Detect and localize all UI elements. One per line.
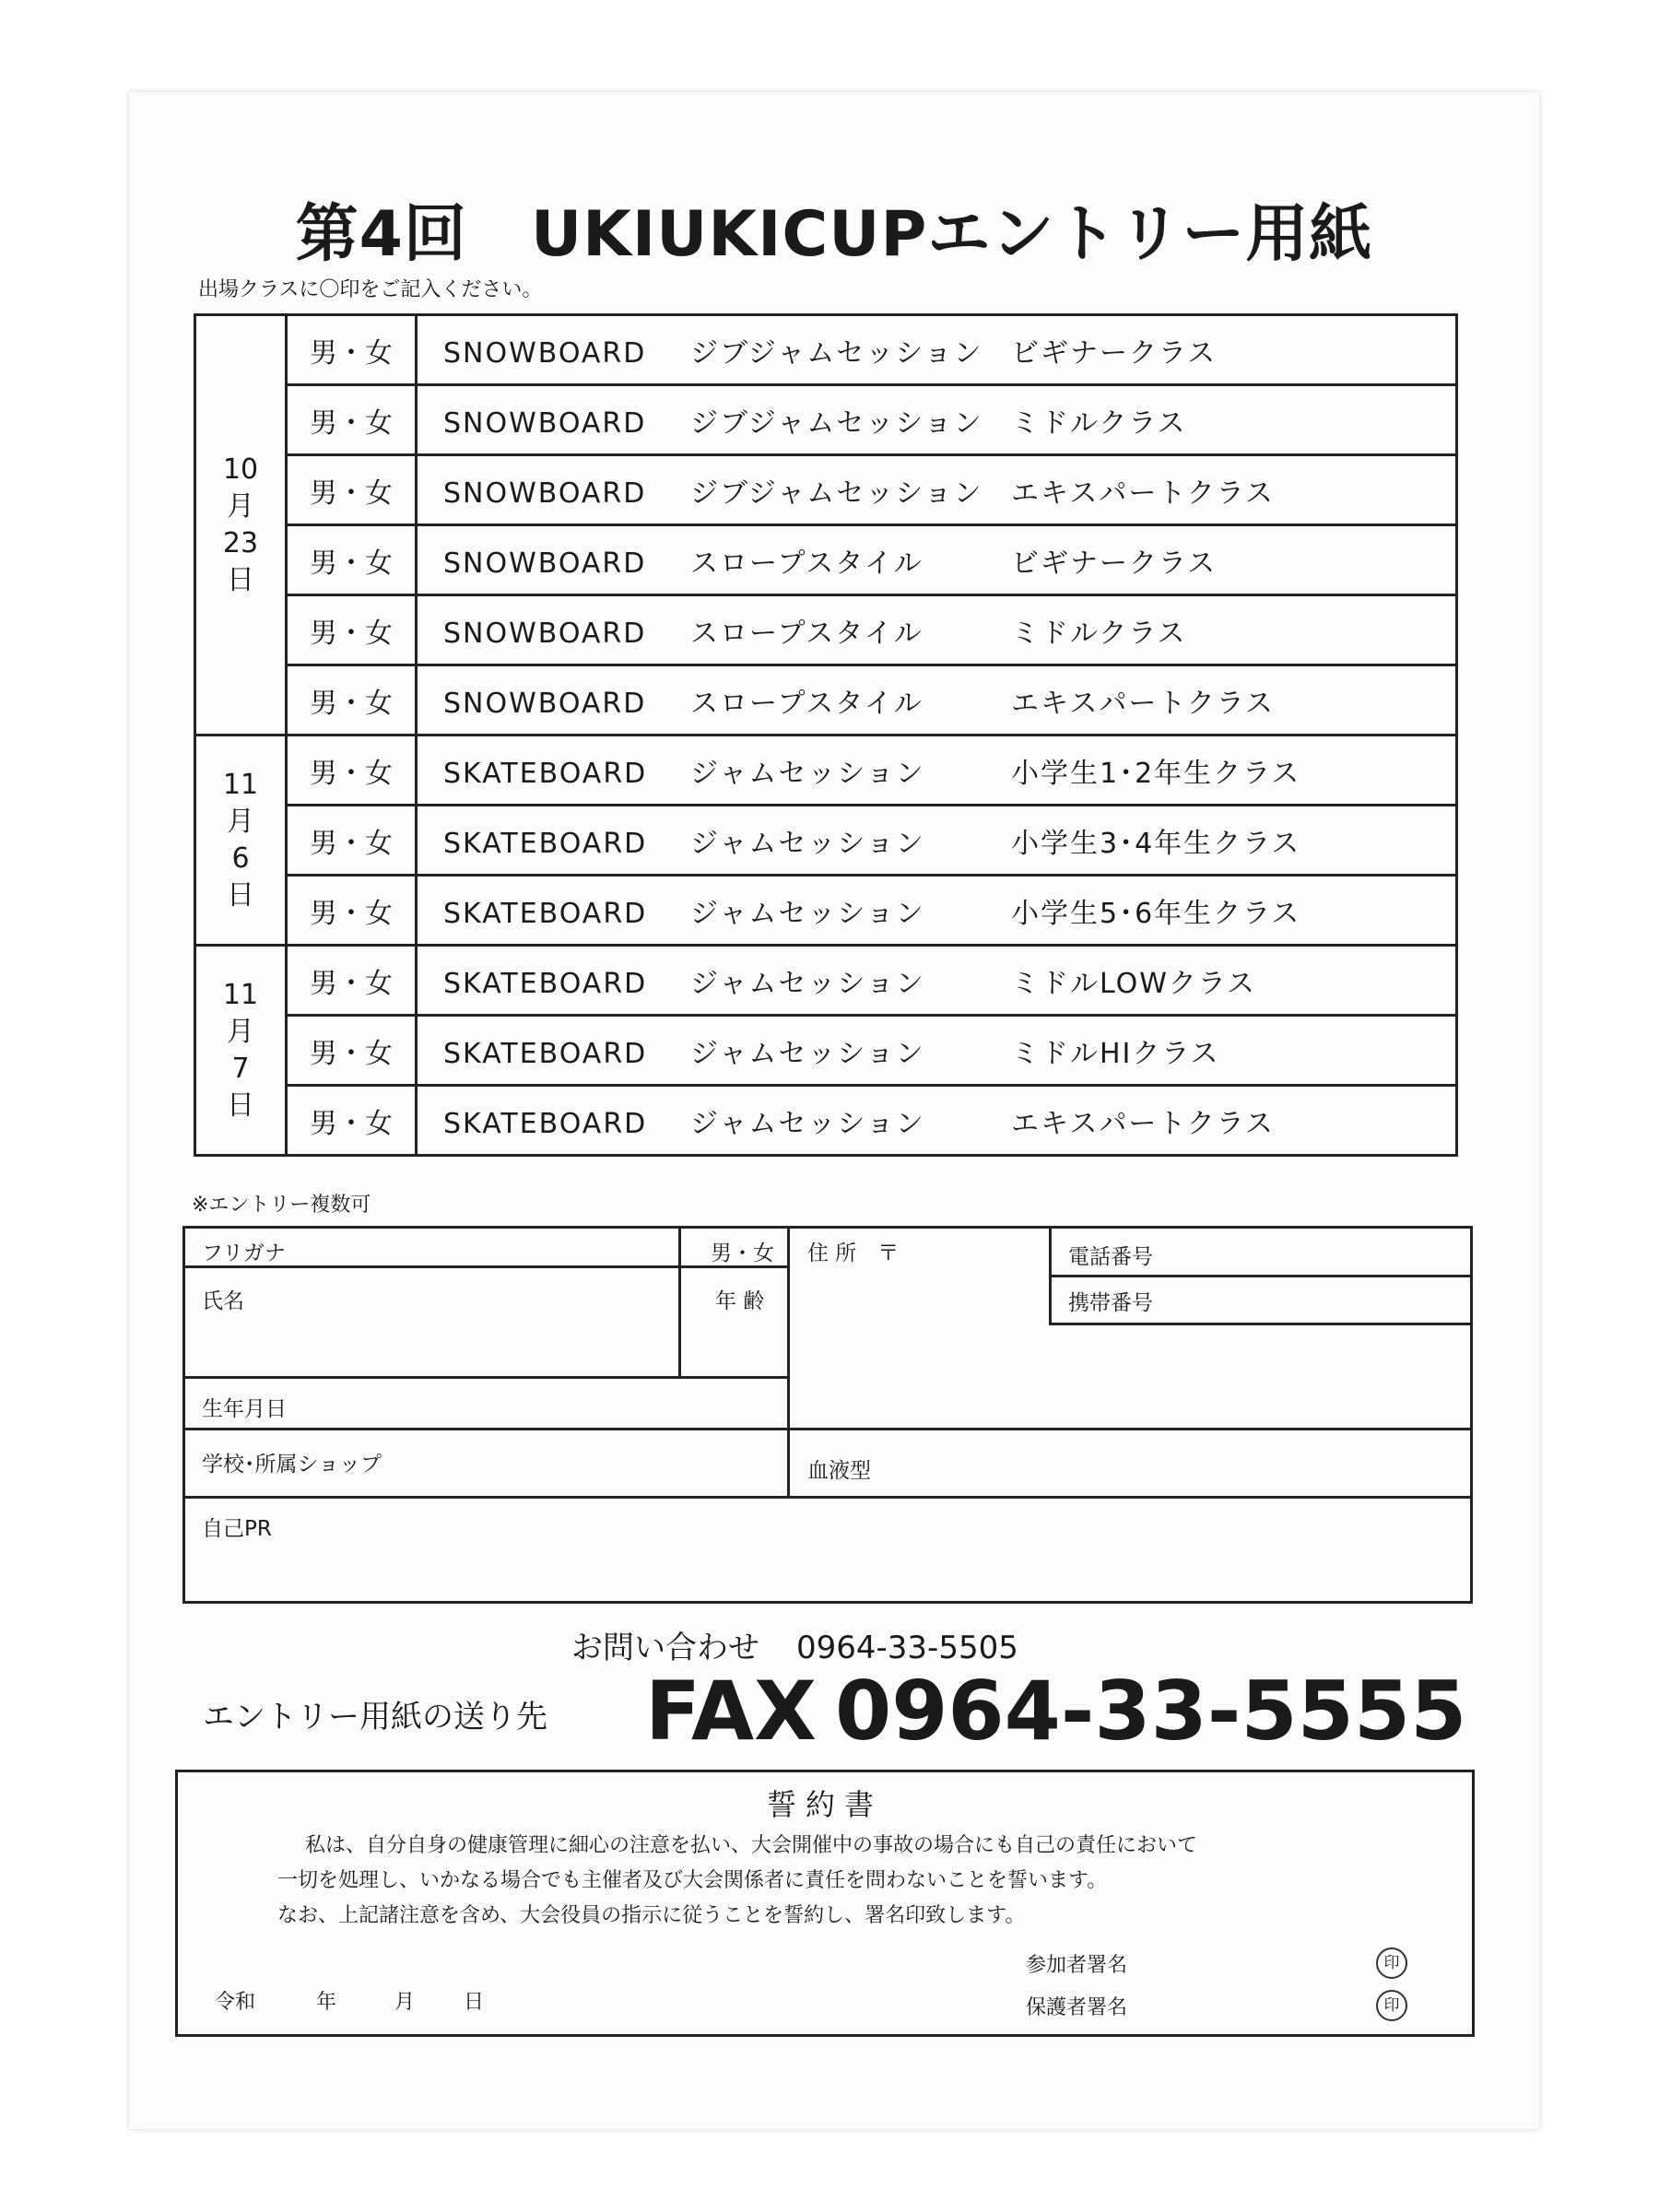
event-text: スロープスタイル	[690, 687, 924, 720]
sex-select-cell[interactable]: 男・女	[287, 665, 417, 735]
event-text: ジャムセッション	[690, 1037, 925, 1070]
class-table	[194, 313, 1458, 1157]
sex-select-cell[interactable]: 男・女	[287, 806, 417, 876]
date-text: 7	[231, 1052, 250, 1085]
event-cell	[417, 946, 1457, 1016]
guardian-sign-label: 保護者署名	[1026, 1996, 1128, 2019]
school-label: 学校･所属ショップ	[202, 1453, 382, 1477]
furigana-label: フリガナ	[202, 1241, 286, 1265]
fax-number: 0964-33-5555	[834, 1664, 1467, 1759]
event-cell	[417, 525, 1457, 595]
date-text: 23	[222, 526, 259, 559]
class-row	[195, 315, 1457, 385]
sport-text: SKATEBOARD	[443, 1107, 648, 1140]
instruction-text: 出場クラスに〇印をご記入ください。	[198, 278, 543, 301]
event-cell	[417, 315, 1457, 385]
date-month: 月	[394, 1991, 416, 2014]
inquiry-line	[571, 1622, 1018, 1667]
class-row	[195, 1016, 1457, 1086]
date-text: 10	[222, 453, 259, 486]
sex-select-cell[interactable]: 男・女	[287, 1086, 417, 1156]
event-text: ジブジャムセッション	[690, 406, 983, 440]
class-row	[195, 806, 1457, 876]
event-text: ジャムセッション	[690, 967, 925, 1000]
class-row	[195, 665, 1457, 735]
fax-label: FAX	[645, 1664, 817, 1759]
event-text: スロープスタイル	[690, 617, 924, 650]
divider	[185, 1496, 1473, 1499]
event-text: ジャムセッション	[690, 897, 925, 930]
class-row	[195, 385, 1457, 455]
sport-text: SNOWBOARD	[443, 336, 647, 370]
sex-select-cell[interactable]: 男・女	[287, 735, 417, 806]
event-text: ジャムセッション	[690, 757, 925, 790]
sport-text: SKATEBOARD	[443, 757, 648, 790]
sex-select-cell[interactable]: 男・女	[287, 525, 417, 595]
date-text: 6	[231, 841, 250, 875]
participant-sign-label: 参加者署名	[1026, 1954, 1128, 1977]
sport-text: SNOWBOARD	[443, 617, 647, 650]
personal-info-form	[182, 1226, 1473, 1604]
sport-text: SNOWBOARD	[443, 687, 647, 720]
date-text: 日	[227, 878, 254, 912]
event-text: ジャムセッション	[690, 827, 925, 860]
sport-text: SNOWBOARD	[443, 547, 647, 580]
event-cell	[417, 806, 1457, 876]
inquiry-number: 0964-33-5505	[796, 1630, 1018, 1666]
sex-select-cell[interactable]: 男・女	[287, 455, 417, 525]
sex-select-cell[interactable]: 男・女	[287, 315, 417, 385]
date-year: 年	[316, 1991, 337, 2014]
inquiry-label: お問い合わせ	[571, 1630, 759, 1666]
class-row	[195, 1086, 1457, 1156]
sex-label: 男・女	[711, 1241, 774, 1265]
address-label: 住 所 〒	[807, 1241, 900, 1265]
date-era: 令和	[215, 1991, 256, 2014]
event-text: スロープスタイル	[690, 547, 924, 580]
date-cell	[195, 735, 287, 946]
event-cell	[417, 1086, 1457, 1156]
page-title: 第4回 UKIUKICUPエントリー用紙	[295, 198, 1373, 271]
sport-text: SNOWBOARD	[443, 477, 647, 510]
class-text: エキスパートクラス	[1011, 1107, 1275, 1140]
class-row	[195, 595, 1457, 665]
phone-label: 電話番号	[1068, 1245, 1153, 1269]
divider	[1049, 1275, 1473, 1277]
birthdate-label: 生年月日	[202, 1397, 287, 1421]
event-cell	[417, 455, 1457, 525]
class-text: ミドルLOWクラス	[1011, 967, 1257, 1000]
class-text: 小学生1･2年生クラス	[1011, 757, 1301, 790]
sex-select-cell[interactable]: 男・女	[287, 385, 417, 455]
date-text: 月	[227, 489, 254, 523]
divider	[185, 1428, 1473, 1430]
date-text: 月	[227, 805, 254, 838]
class-text: ミドルクラス	[1011, 406, 1187, 440]
event-text: ジブジャムセッション	[690, 336, 983, 370]
event-cell	[417, 385, 1457, 455]
class-row	[195, 735, 1457, 806]
class-text: 小学生5･6年生クラス	[1011, 897, 1301, 930]
date-text: 日	[227, 1088, 254, 1122]
class-row	[195, 455, 1457, 525]
sport-text: SNOWBOARD	[443, 406, 647, 440]
fax-line	[645, 1664, 1466, 1759]
date-text: 11	[222, 978, 259, 1011]
class-row	[195, 525, 1457, 595]
event-cell	[417, 735, 1457, 806]
pledge-line: 私は、自分自身の健康管理に細心の注意を払い、大会開催中の事故の場合にも自己の責任において	[305, 1834, 1198, 1857]
pr-label: 自己PR	[202, 1517, 272, 1541]
event-cell	[417, 595, 1457, 665]
class-row	[195, 946, 1457, 1016]
seal-mark: 印	[1376, 1990, 1407, 2021]
pledge-line: なお、上記諸注意を含め、大会役員の指示に従うことを誓約し、署名印致します。	[277, 1904, 1026, 1927]
pledge-title: 誓約書	[766, 1787, 883, 1822]
pledge-line: 一切を処理し、いかなる場合でも主催者及び大会関係者に責任を問わないことを誓います。	[277, 1869, 1108, 1892]
seal-mark: 印	[1376, 1947, 1407, 1979]
date-text: 日	[227, 563, 254, 596]
age-label: 年 齢	[715, 1289, 765, 1313]
multi-entry-note: ※エントリー複数可	[192, 1194, 371, 1217]
class-text: エキスパートクラス	[1011, 687, 1275, 720]
date-text: 月	[227, 1015, 254, 1048]
class-text: ミドルクラス	[1011, 617, 1187, 650]
sex-select-cell[interactable]: 男・女	[287, 876, 417, 946]
event-text: ジャムセッション	[690, 1107, 925, 1140]
date-text: 11	[222, 768, 259, 801]
date-cell	[195, 946, 287, 1156]
class-text: ビギナークラス	[1011, 547, 1218, 580]
sex-select-cell[interactable]: 男・女	[287, 1016, 417, 1086]
divider	[185, 1376, 790, 1379]
name-label: 氏名	[202, 1289, 244, 1313]
blood-label: 血液型	[807, 1459, 871, 1483]
mobile-label: 携帯番号	[1068, 1291, 1153, 1315]
sex-select-cell[interactable]: 男・女	[287, 595, 417, 665]
sex-select-cell[interactable]: 男・女	[287, 946, 417, 1016]
sport-text: SKATEBOARD	[443, 897, 648, 930]
sport-text: SKATEBOARD	[443, 827, 648, 860]
class-row	[195, 876, 1457, 946]
date-day: 日	[464, 1991, 485, 2014]
event-cell	[417, 876, 1457, 946]
sport-text: SKATEBOARD	[443, 1037, 648, 1070]
class-text: ビギナークラス	[1011, 336, 1218, 370]
entry-sheet	[129, 92, 1539, 2129]
entry-destination-label: エントリー用紙の送り先	[203, 1699, 547, 1735]
pledge-box	[175, 1770, 1475, 2037]
event-text: ジブジャムセッション	[690, 477, 983, 510]
class-text: ミドルHIクラス	[1011, 1037, 1220, 1070]
class-text: エキスパートクラス	[1011, 477, 1275, 510]
event-cell	[417, 1016, 1457, 1086]
date-cell	[195, 315, 287, 735]
event-cell	[417, 665, 1457, 735]
sport-text: SKATEBOARD	[443, 967, 648, 1000]
class-text: 小学生3･4年生クラス	[1011, 827, 1301, 860]
divider	[787, 1229, 790, 1496]
